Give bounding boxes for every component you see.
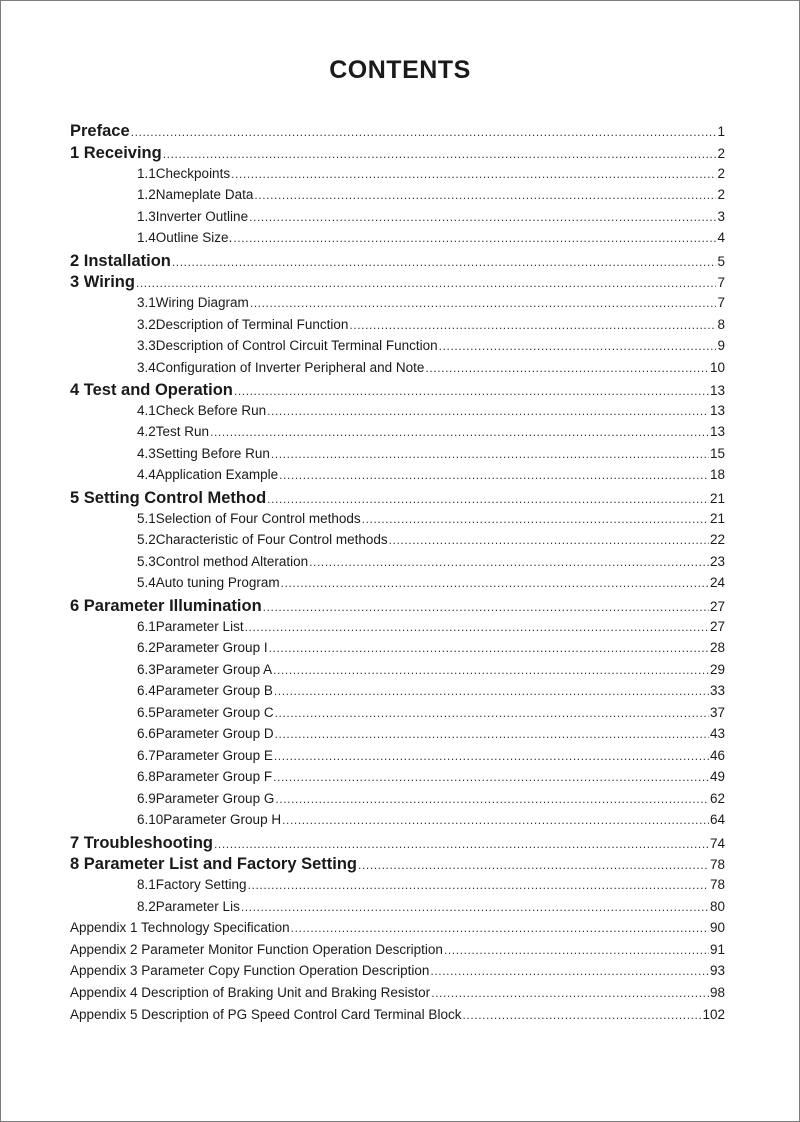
toc-section-entry[interactable] [70, 166, 725, 188]
toc-dot-leader [254, 188, 716, 202]
toc-section-number: 8.2 [137, 898, 156, 914]
toc-page-number: 49 [709, 769, 725, 785]
toc-section-number: 6.6 [137, 726, 156, 742]
toc-section-number: 1.1 [137, 165, 156, 181]
toc-chapter-entry[interactable] [70, 381, 725, 403]
toc-entry-label: Parameter List [155, 618, 244, 634]
toc-chapter-entry[interactable] [70, 144, 725, 166]
toc-section-entry[interactable] [70, 748, 725, 770]
toc-section-number: 4.4 [137, 467, 156, 483]
toc-entry-label: Description of Terminal Function [155, 316, 349, 332]
toc-entry-label: Appendix 4 Description of Braking Unit and Braking Resistor [70, 984, 431, 1000]
toc-page-number: 74 [709, 835, 725, 851]
toc-page-number: 13 [709, 402, 725, 418]
toc-entry-label: Parameter Group H [163, 812, 282, 828]
toc-section-number: 4.2 [137, 424, 156, 440]
toc-dot-leader [279, 468, 709, 482]
toc-entry-label: Parameter Group G [155, 790, 275, 806]
toc-section-entry[interactable] [70, 446, 725, 468]
toc-page-number: 15 [709, 445, 725, 461]
toc-section-number: 6.3 [137, 661, 156, 677]
toc-entry-label: Factory Setting [155, 877, 247, 893]
toc-section-number: 6.5 [137, 704, 156, 720]
toc-dot-leader [231, 167, 716, 181]
toc-section-entry[interactable] [70, 187, 725, 209]
toc-page-number: 78 [709, 877, 725, 893]
toc-dot-leader [163, 147, 717, 161]
toc-section-number: 6.1 [137, 618, 156, 634]
toc-section-entry[interactable] [70, 769, 725, 791]
toc-entry-label: Checkpoints [155, 165, 231, 181]
toc-entry-label: Wiring Diagram [155, 295, 249, 311]
toc-page-number: 3 [717, 208, 725, 224]
toc-page-number: 23 [709, 553, 725, 569]
toc-entry-label: Configuration of Inverter Peripheral and Note [155, 359, 425, 375]
toc-dot-leader [362, 512, 709, 526]
toc-chapter-entry[interactable] [70, 252, 725, 274]
toc-section-entry[interactable] [70, 532, 725, 554]
toc-dot-leader [131, 125, 717, 139]
toc-page-number: 93 [709, 963, 725, 979]
toc-section-entry[interactable] [70, 791, 725, 813]
toc-section-number: 3.4 [137, 359, 156, 375]
toc-entry-label: Characteristic of Four Control methods [155, 532, 388, 548]
toc-appendix-entry[interactable] [70, 942, 725, 964]
toc-dot-leader [267, 492, 709, 506]
toc-entry-label: Application Example [155, 467, 279, 483]
toc-section-number: 5.4 [137, 575, 156, 591]
toc-section-number: 1.3 [137, 208, 156, 224]
toc-chapter-entry[interactable] [70, 855, 725, 877]
toc-page-number: 33 [709, 683, 725, 699]
toc-section-number: 8.1 [137, 877, 156, 893]
toc-section-number: 4.3 [137, 445, 156, 461]
toc-page-number: 80 [709, 898, 725, 914]
toc-dot-leader [234, 384, 709, 398]
toc-page-number: 21 [709, 510, 725, 526]
toc-dot-leader [271, 447, 709, 461]
toc-section-entry[interactable] [70, 877, 725, 899]
toc-section-entry[interactable] [70, 662, 725, 684]
toc-dot-leader [210, 425, 709, 439]
toc-entry-label: Test Run [155, 424, 210, 440]
toc-entry-label: Appendix 5 Description of PG Speed Control Card Terminal Block [70, 1006, 462, 1022]
toc-section-number: 3.3 [137, 338, 156, 354]
toc-entry-label: Parameter Group F [155, 769, 273, 785]
toc-page-number: 90 [709, 920, 725, 936]
toc-entry-label: Parameter Lis [155, 898, 240, 914]
toc-section-number: 6.7 [137, 747, 156, 763]
toc-entry-label: Parameter Group I [155, 640, 268, 656]
toc-appendix-entry[interactable] [70, 985, 725, 1007]
toc-section-entry[interactable] [70, 295, 725, 317]
toc-appendix-entry[interactable] [70, 963, 725, 985]
toc-section-entry[interactable] [70, 230, 725, 252]
toc-dot-leader [267, 404, 709, 418]
toc-page-number: 22 [709, 532, 725, 548]
toc-dot-leader [263, 600, 709, 614]
toc-dot-leader [431, 986, 709, 1000]
toc-dot-leader [275, 706, 709, 720]
toc-dot-leader [172, 255, 717, 269]
toc-entry-label: Appendix 3 Parameter Copy Function Operation Description [70, 963, 430, 979]
toc-entry-label: Nameplate Data [155, 187, 254, 203]
toc-entry-label: Auto tuning Program [155, 575, 280, 591]
toc-section-number: 3.1 [137, 295, 156, 311]
toc-entry-label: Parameter Group D [155, 726, 274, 742]
toc-dot-leader [273, 663, 709, 677]
toc-section-number: 4.1 [137, 402, 156, 418]
toc-section-number: 5.2 [137, 532, 156, 548]
toc-page-number: 43 [709, 726, 725, 742]
toc-page-number: 2 [717, 187, 725, 203]
toc-dot-leader [430, 964, 709, 978]
toc-chapter-entry[interactable] [70, 122, 725, 144]
toc-section-number: 6.8 [137, 769, 156, 785]
toc-section-entry[interactable] [70, 209, 725, 231]
toc-page-number: 1 [717, 124, 725, 139]
toc-section-entry[interactable] [70, 317, 725, 339]
toc-page-number: 28 [709, 640, 725, 656]
toc-chapter-entry[interactable] [70, 273, 725, 295]
toc-page-number: 98 [709, 984, 725, 1000]
toc-entry-label: 7 Troubleshooting [70, 833, 213, 852]
toc-page-number: 29 [709, 661, 725, 677]
toc-section-number: 6.9 [137, 790, 156, 806]
toc-section-number: 1.2 [137, 187, 156, 203]
toc-page-number: 27 [709, 618, 725, 634]
toc-section-entry[interactable] [70, 424, 725, 446]
toc-section-number: 5.1 [137, 510, 156, 526]
toc-section-entry[interactable] [70, 619, 725, 641]
toc-dot-leader [274, 749, 709, 763]
page-title: CONTENTS [329, 56, 471, 84]
toc-dot-leader [275, 792, 709, 806]
toc-page-number: 8 [717, 316, 725, 332]
toc-section-entry[interactable] [70, 575, 725, 597]
toc-page-number: 64 [709, 812, 725, 828]
toc-page-number: 102 [702, 1006, 725, 1022]
toc-section-entry[interactable] [70, 360, 725, 382]
toc-section-entry[interactable] [70, 705, 725, 727]
toc-dot-leader [274, 684, 709, 698]
toc-section-number: 5.3 [137, 553, 156, 569]
toc-dot-leader [282, 813, 709, 827]
toc-entry-label: Control method Alteration [155, 553, 309, 569]
toc-entry-label: Parameter Group C [155, 704, 274, 720]
toc-entry-label: Parameter Group A [155, 661, 273, 677]
toc-dot-leader [136, 276, 717, 290]
toc-entry-label: Outline Size. [155, 230, 233, 246]
toc-page-number: 37 [709, 704, 725, 720]
toc-page-number: 10 [709, 359, 725, 375]
toc-section-entry[interactable] [70, 812, 725, 834]
toc-dot-leader [269, 641, 709, 655]
toc-entry-label: Selection of Four Control methods [155, 510, 361, 526]
toc-section-entry[interactable] [70, 554, 725, 576]
toc-dot-leader [358, 858, 709, 872]
toc-dot-leader [250, 296, 717, 310]
toc-dot-leader [291, 921, 709, 935]
toc-page-number: 46 [709, 747, 725, 763]
toc-page-number: 5 [717, 253, 725, 269]
toc-appendix-entry[interactable] [70, 920, 725, 942]
toc-dot-leader [444, 943, 709, 957]
toc-dot-leader [214, 837, 709, 851]
toc-section-entry[interactable] [70, 640, 725, 662]
toc-entry-label: Appendix 1 Technology Specification [70, 920, 290, 936]
toc-section-entry[interactable] [70, 338, 725, 360]
toc-entry-label: Description of Control Circuit Terminal Function [155, 338, 438, 354]
toc-entry-label: Setting Before Run [155, 445, 270, 461]
toc-dot-leader [248, 878, 709, 892]
toc-section-number: 6.2 [137, 640, 156, 656]
toc-page-number: 7 [717, 295, 725, 311]
toc-entry-label: Inverter Outline [155, 208, 249, 224]
toc-section-entry[interactable] [70, 726, 725, 748]
toc-page-number: 78 [709, 857, 725, 873]
toc-page-number: 13 [709, 383, 725, 399]
toc-dot-leader [241, 900, 709, 914]
toc-entry-label: 4 Test and Operation [70, 381, 233, 400]
toc-section-number: 6.4 [137, 683, 156, 699]
toc-page-number: 21 [709, 490, 725, 506]
toc-page-number: 91 [709, 941, 725, 957]
toc-section-number: 3.2 [137, 316, 156, 332]
toc-chapter-entry[interactable] [70, 597, 725, 619]
toc-section-number: 6.10 [137, 812, 164, 828]
toc-section-entry[interactable] [70, 683, 725, 705]
toc-dot-leader [439, 339, 717, 353]
toc-page-number: 18 [709, 467, 725, 483]
toc-chapter-entry[interactable] [70, 489, 725, 511]
toc-appendix-entry[interactable] [70, 1007, 725, 1029]
toc-dot-leader [249, 210, 716, 224]
toc-entry-label: Parameter Group E [155, 747, 273, 763]
toc-page-number: 13 [709, 424, 725, 440]
toc-section-entry[interactable] [70, 899, 725, 921]
toc-page-number: 7 [717, 275, 725, 291]
toc-dot-leader [245, 620, 709, 634]
toc-entry-label: 2 Installation [70, 251, 171, 270]
toc-page-number: 2 [717, 145, 725, 161]
toc-section-entry[interactable] [70, 403, 725, 425]
toc-entry-label: 3 Wiring [70, 273, 135, 292]
toc-page-number: 4 [717, 230, 725, 246]
toc-entry-label: Preface [70, 122, 130, 140]
toc-entry-label: 1 Receiving [70, 143, 162, 162]
toc-dot-leader [275, 727, 709, 741]
table-of-contents [70, 122, 725, 1028]
toc-chapter-entry[interactable] [70, 834, 725, 856]
toc-dot-leader [462, 1008, 701, 1022]
toc-dot-leader [389, 533, 709, 547]
toc-dot-leader [273, 770, 709, 784]
toc-section-entry[interactable] [70, 467, 725, 489]
toc-entry-label: 8 Parameter List and Factory Setting [70, 855, 358, 874]
toc-page-number: 62 [709, 790, 725, 806]
toc-dot-leader [281, 576, 709, 590]
toc-section-entry[interactable] [70, 511, 725, 533]
toc-entry-label: 6 Parameter Illumination [70, 596, 262, 615]
toc-page-number: 9 [717, 338, 725, 354]
toc-dot-leader [309, 555, 709, 569]
toc-dot-leader [349, 318, 716, 332]
toc-page-number: 27 [709, 598, 725, 614]
toc-page-number: 2 [717, 165, 725, 181]
toc-entry-label: Parameter Group B [155, 683, 273, 699]
toc-entry-label: 5 Setting Control Method [70, 488, 267, 507]
toc-page-number: 24 [709, 575, 725, 591]
toc-entry-label: Check Before Run [155, 402, 267, 418]
toc-dot-leader [233, 231, 716, 245]
toc-dot-leader [425, 361, 709, 375]
toc-section-number: 1.4 [137, 230, 156, 246]
toc-entry-label: Appendix 2 Parameter Monitor Function Operation Description [70, 941, 443, 957]
